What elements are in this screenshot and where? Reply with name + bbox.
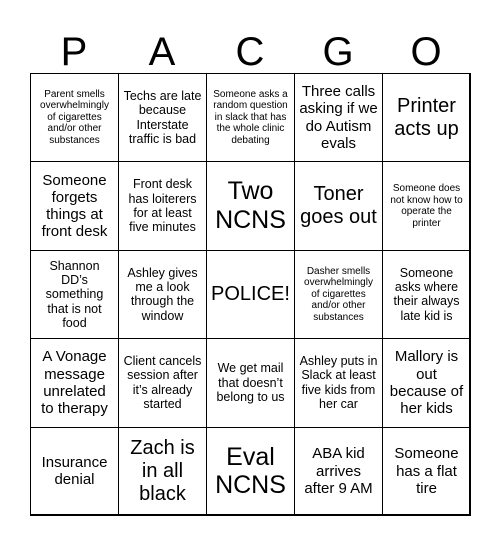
bingo-cell-5-1[interactable]: Insurance denial [30, 427, 119, 516]
header-letter-p: P [60, 30, 88, 74]
bingo-cell-5-3[interactable]: Eval NCNS [206, 427, 295, 516]
header-letter-a: A [148, 30, 176, 74]
bingo-cell-4-5[interactable]: Mallory is out because of her kids [382, 338, 471, 427]
header-letter-g: G [322, 30, 354, 74]
bingo-cell-1-5[interactable]: Printer acts up [382, 73, 471, 162]
bingo-cell-1-1[interactable]: Parent smells overwhelmingly of cigarettes and/or other substances [30, 73, 119, 162]
bingo-cell-2-4[interactable]: Toner goes out [294, 161, 383, 250]
bingo-cell-2-1[interactable]: Someone forgets things at front desk [30, 161, 119, 250]
bingo-cell-1-2[interactable]: Techs are late because Interstate traffic is bad [118, 73, 207, 162]
bingo-cell-5-4[interactable]: ABA kid arrives after 9 AM [294, 427, 383, 516]
bingo-cell-5-5[interactable]: Someone has a flat tire [382, 427, 471, 516]
bingo-cell-3-2[interactable]: Ashley gives me a look through the window [118, 250, 207, 339]
bingo-cell-2-2[interactable]: Front desk has loiterers for at least five minutes [118, 161, 207, 250]
bingo-cell-5-2[interactable]: Zach is in all black [118, 427, 207, 516]
bingo-cell-3-5[interactable]: Someone asks where their always late kid is [382, 250, 471, 339]
header-letter-o: O [410, 30, 442, 74]
bingo-cell-1-3[interactable]: Someone asks a random question in slack that has the whole clinic debating [206, 73, 295, 162]
bingo-cell-3-4[interactable]: Dasher smells overwhelmingly of cigarettes and/or other substances [294, 250, 383, 339]
bingo-cell-3-3[interactable]: POLICE! [206, 250, 295, 339]
bingo-cell-4-1[interactable]: A Vonage message unrelated to therapy [30, 338, 119, 427]
bingo-cell-4-4[interactable]: Ashley puts in Slack at least five kids from her car [294, 338, 383, 427]
bingo-cell-3-1[interactable]: Shannon DD’s something that is not food [30, 250, 119, 339]
bingo-cell-2-5[interactable]: Someone does not know how to operate the printer [382, 161, 471, 250]
bingo-cell-4-2[interactable]: Client cancels session after it’s already started [118, 338, 207, 427]
header-letter-c: C [235, 30, 265, 74]
bingo-grid [30, 73, 470, 515]
bingo-header [30, 24, 470, 74]
bingo-cell-2-3[interactable]: Two NCNS [206, 161, 295, 250]
bingo-cell-4-3[interactable]: We get mail that doesn’t belong to us [206, 338, 295, 427]
bingo-cell-1-4[interactable]: Three calls asking if we do Autism evals [294, 73, 383, 162]
